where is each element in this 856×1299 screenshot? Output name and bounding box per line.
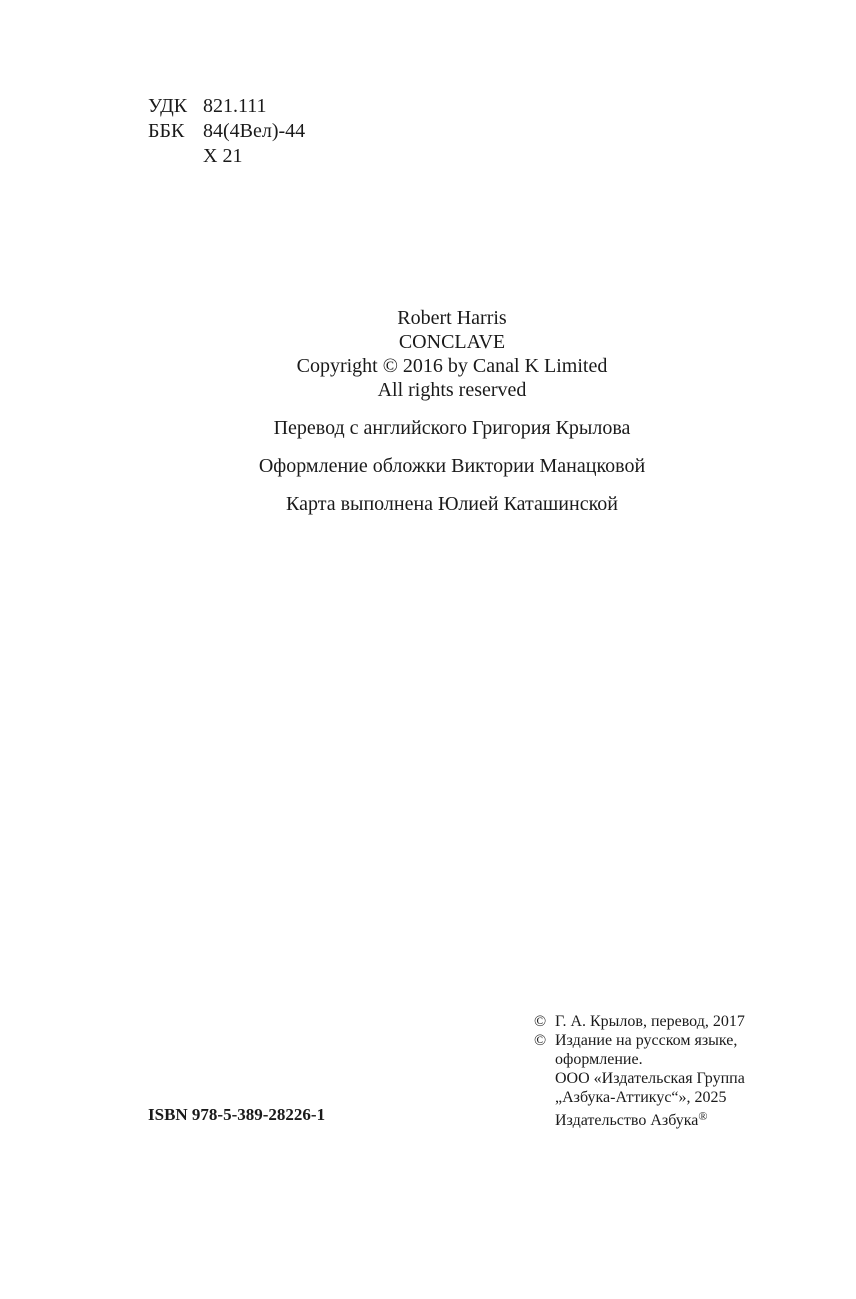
edition-copyright <box>534 1031 834 1130</box>
copyright-icon: © <box>534 1032 547 1049</box>
map-credit: Карта выполнена Юлией Каташинской <box>286 493 618 515</box>
udk-label: УДК <box>148 95 188 117</box>
bbk-label: ББК <box>148 120 185 142</box>
udk-value: 821.111 <box>203 95 267 117</box>
publisher-line <box>555 1107 745 1130</box>
cover-design-credit: Оформление обложки Виктории Манацковой <box>258 455 646 477</box>
author-mark-row <box>148 144 305 169</box>
copyright-icon: © <box>534 1013 547 1030</box>
original-title: CONCLAVE <box>398 331 506 353</box>
rights-line: оформление. <box>555 1051 643 1068</box>
publisher-name: Издательство Азбука <box>555 1112 699 1129</box>
rights-line: Издание на русском языке, <box>555 1032 738 1049</box>
credits-block <box>0 306 856 516</box>
author-mark-value: Х 21 <box>203 145 243 167</box>
original-copyright <box>0 306 856 402</box>
rights-line: ООО «Издательская Группа <box>555 1070 745 1087</box>
translation-credit: Перевод с английского Григория Крылова <box>273 417 631 439</box>
copyright-line: Copyright © 2016 by Canal K Limited <box>296 355 608 377</box>
original-author: Robert Harris <box>397 307 507 329</box>
rights-line: Г. А. Крылов, перевод, 2017 <box>555 1013 745 1030</box>
rights-line: „Азбука-Аттикус“», 2025 <box>555 1089 727 1106</box>
udk-row <box>148 94 305 119</box>
registered-trademark-icon: ® <box>698 1109 708 1123</box>
bbk-value: 84(4Вел)-44 <box>203 120 306 142</box>
author-mark-label <box>148 144 203 169</box>
bbk-row <box>148 119 305 144</box>
isbn: ISBN 978-5-389-28226-1 <box>148 1105 326 1124</box>
rights-block <box>534 1012 834 1130</box>
rights-reserved: All rights reserved <box>377 379 527 401</box>
classification-block <box>148 94 305 169</box>
translation-copyright <box>534 1012 834 1031</box>
